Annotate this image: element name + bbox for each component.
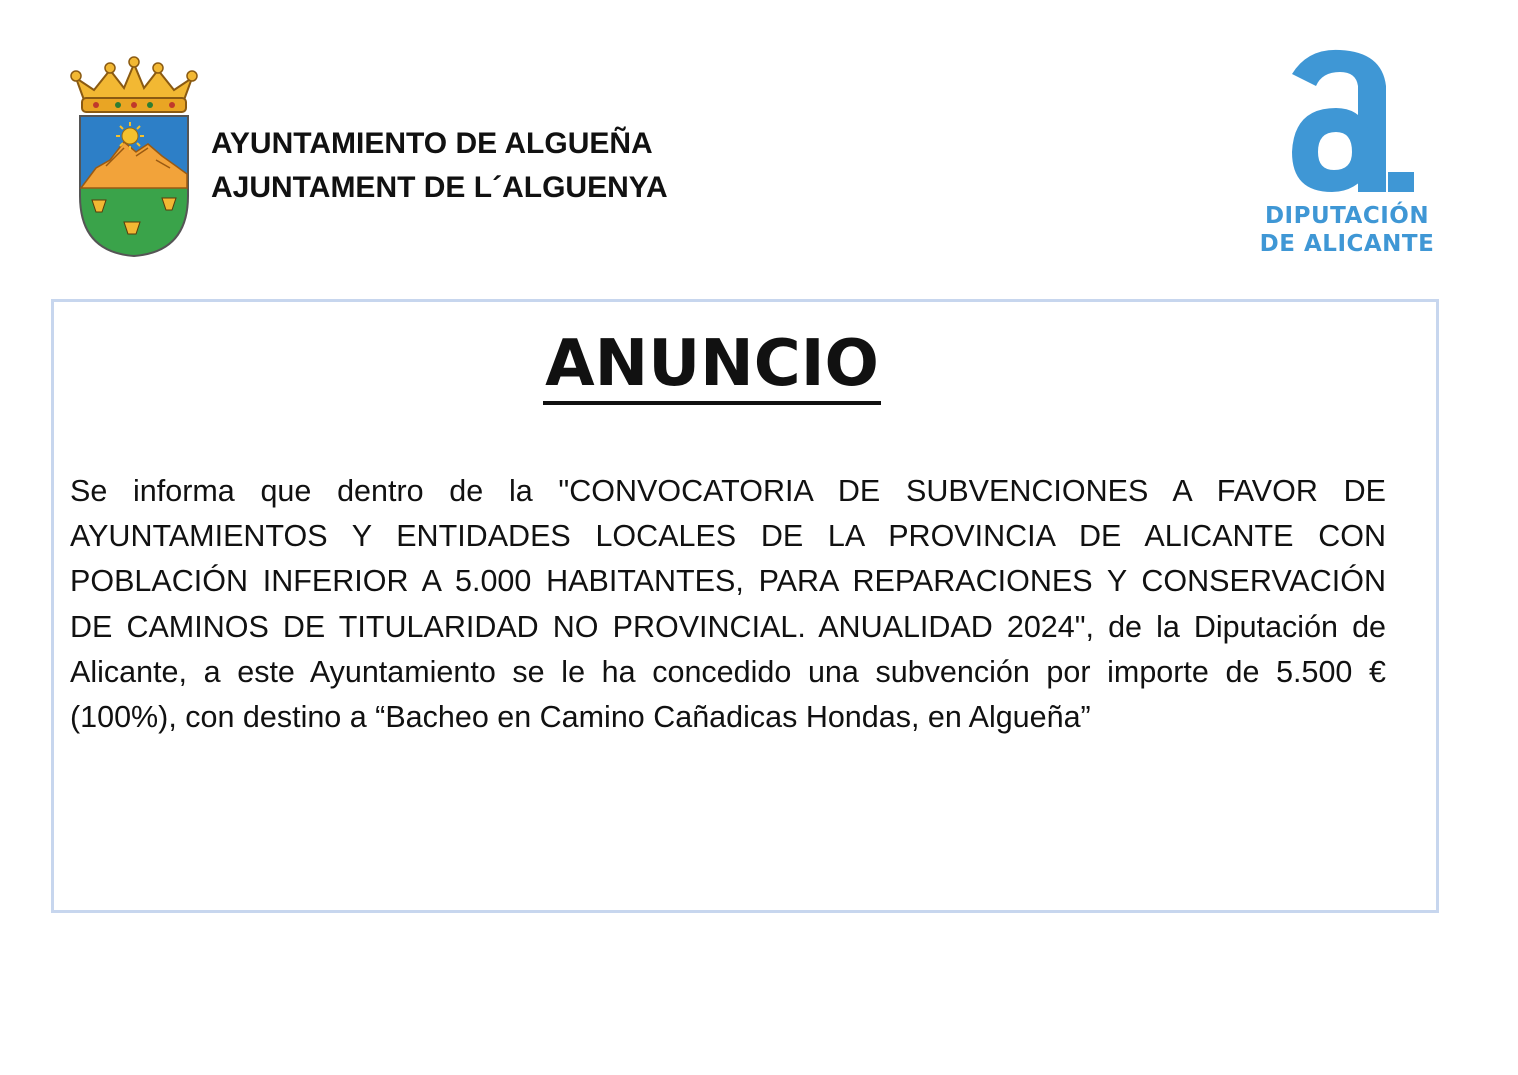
diputacion-a-icon — [1270, 46, 1420, 196]
org-name-spanish: AYUNTAMIENTO DE ALGUEÑA — [211, 127, 653, 160]
notice-title-text: ANUNCIO — [543, 327, 881, 405]
diputacion-line-1: DIPUTACIÓN — [1264, 203, 1430, 229]
notice-box — [51, 299, 1439, 913]
notice-body: Se informa que dentro de la "CONVOCATORIA DE SUBVENCIONES A FAVOR DE AYUNTAMIENTOS Y ENTIDADES LOCALES DE LA PROVINCIA DE ALICANTE CON POBLACIÓN INFERIOR A 5.000 HABITANTES, PARA REPARACIONES Y CONSERVACIÓN DE CAMINOS DE TITULARIDAD NO PROVINCIAL. ANUALIDAD 2024", de la Diputación de Alicante, a este Ayuntamiento se le ha concedido una subvención por importe de 5.500 € (100%), con destino a “Bacheo en Camino Cañadicas Hondas, en Algueña” — [70, 474, 1386, 735]
org-name-valencian: AJUNTAMENT DE L´ALGUENYA — [211, 171, 668, 204]
diputacion-line-2: DE ALICANTE — [1259, 231, 1435, 257]
diputacion-logo-text — [1258, 202, 1436, 258]
coat-of-arms-icon — [66, 56, 202, 260]
organization-names — [211, 122, 668, 210]
notice-title — [54, 326, 1370, 402]
diputacion-logo — [1258, 46, 1436, 258]
